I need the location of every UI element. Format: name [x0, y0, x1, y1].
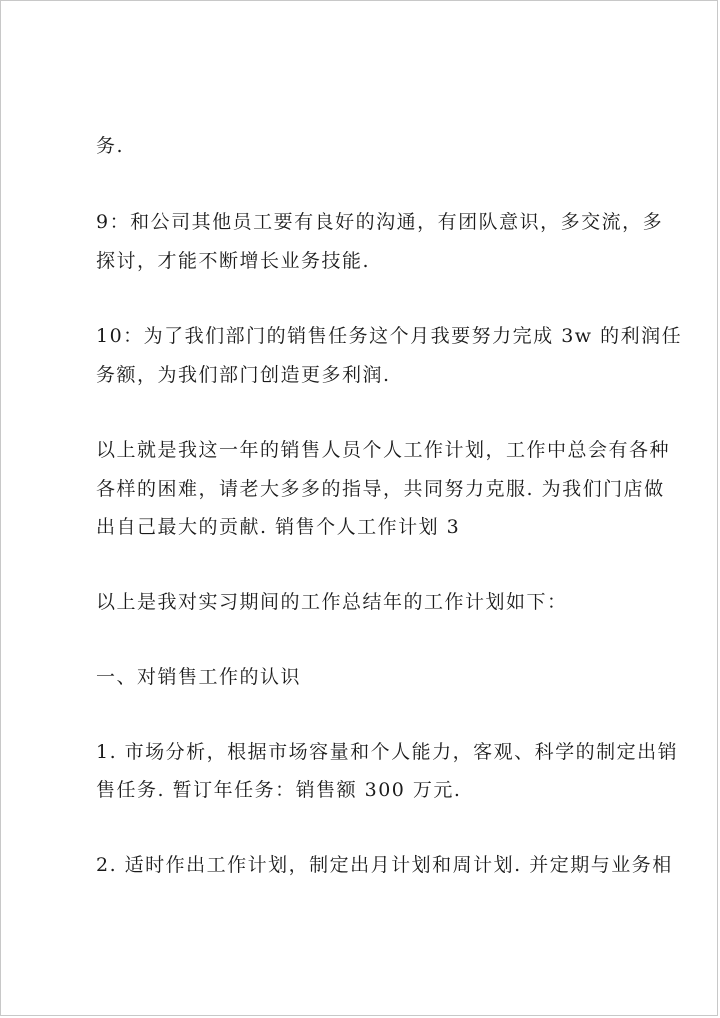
text-line: 1. 市场分析，根据市场容量和个人能力，客观、科学的制定出销	[96, 741, 679, 763]
text-line: 以上就是我这一年的销售人员个人工作计划，工作中总会有各种	[96, 439, 671, 461]
text-line: 10：为了我们部门的销售任务这个月我要努力完成 3w 的利润任	[96, 325, 683, 347]
text-line: 以上是我对实习期间的工作总结年的工作计划如下：	[96, 591, 568, 613]
text-line: 探讨，才能不断增长业务技能.	[96, 250, 371, 272]
text-line: 售任务. 暂订年任务：销售额 300 万元.	[96, 779, 462, 801]
text-line: 9：和公司其他员工要有良好的沟通，有团队意识，多交流，多	[96, 211, 664, 233]
text-line: 2. 适时作出工作计划，制定出月计划和周计划. 并定期与业务相	[96, 854, 673, 876]
text-line: 务额，为我们部门创造更多利润.	[96, 364, 391, 386]
text-line: 务.	[96, 135, 125, 157]
section-heading: 一、对销售工作的认识	[96, 666, 302, 688]
text-line: 各样的困难，请老大多多的指导，共同努力克服. 为我们门店做	[96, 478, 665, 500]
text-line: 出自己最大的贡献. 销售个人工作计划 3	[96, 516, 461, 538]
